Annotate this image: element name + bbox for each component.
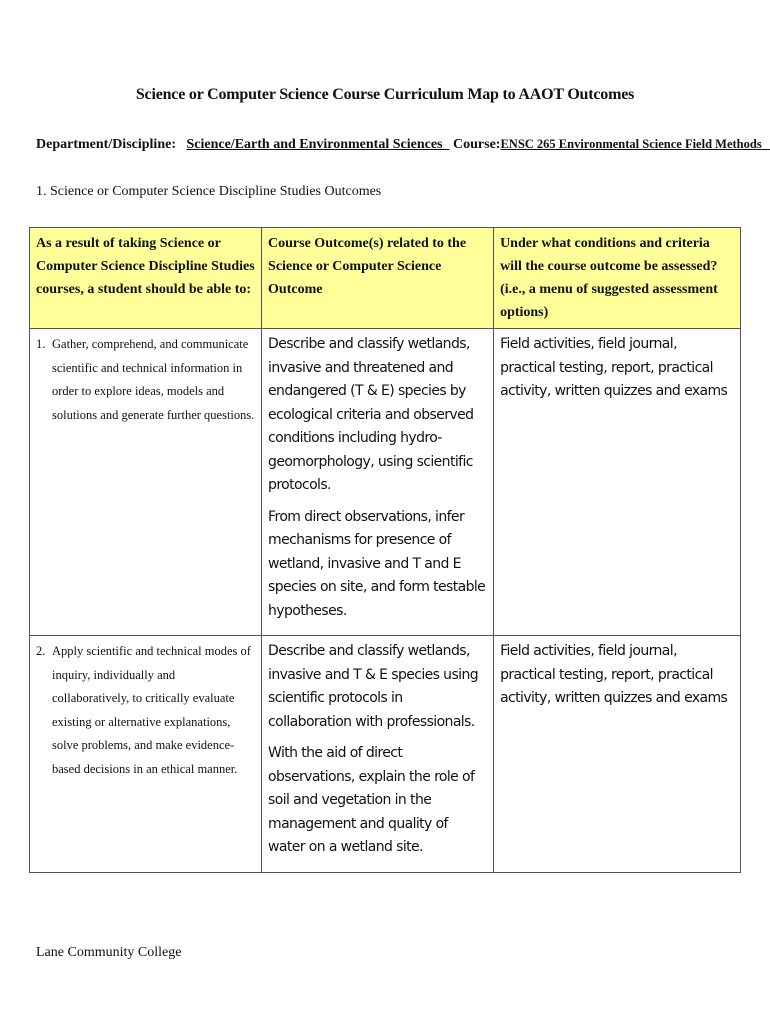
course-outcome-paragraph: Describe and classify wetlands, invasive and T & E species using scientific protocols in collaboration with professionals. [268,643,478,730]
header-course-outcome: Course Outcome(s) related to the Science or Computer Science Outcome [262,228,494,329]
department-line [36,137,770,153]
outcome-text: Apply scientific and technical modes of inquiry, individually and collaboratively, to critically evaluate existing or alternative explanations, solve problems, and make evidence-based decisions in an ethical manner. [52,644,251,776]
student-outcome-cell [30,329,262,636]
course-outcome-cell [262,636,494,873]
course-outcome-paragraph: From direct observations, infer mechanisms for presence of wetland, invasive and T and E species on site, and form testable hypotheses. [268,508,486,619]
course-label: Course: [453,137,501,152]
section-heading: 1. Science or Computer Science Discipline Studies Outcomes [36,184,382,199]
course-value: ENSC 265 Environmental Science Field Methods [500,137,762,151]
table-row [30,636,741,873]
header-assessment: Under what conditions and criteria will the course outcome be assessed? (i.e., a menu of suggested assessment options) [494,228,741,329]
course-outcome-paragraph: With the aid of direct observations, explain the role of soil and vegetation in the management and quality of water on a wetland site. [268,745,475,855]
course-outcome-cell [262,329,494,636]
header-student-outcome: As a result of taking Science or Computer Science Discipline Studies courses, a student should be able to: [30,228,262,329]
outcome-number: 1. [36,337,46,351]
page-title: Science or Computer Science Course Curriculum Map to AAOT Outcomes [135,86,635,103]
table-header-row [30,228,741,329]
table-row [30,329,741,636]
assessment-cell: Field activities, field journal, practical testing, report, practical activity, written quizzes and exams [494,329,741,636]
course-outcome-paragraph: Describe and classify wetlands, invasive and threatened and endangered (T & E) species by ecological criteria and observed conditions including hydro-geomorphology, using scientific protocols. [268,336,474,493]
department-value: Science/Earth and Environmental Sciences [186,137,443,152]
department-label: Department/Discipline: [36,137,176,152]
footer-text: Lane Community College [36,945,182,960]
student-outcome-cell [30,636,262,873]
outcome-text: Gather, comprehend, and communicate scientific and technical information in order to explore ideas, models and solutions and generate further questions. [52,337,255,422]
curriculum-map-table [29,227,741,873]
assessment-cell: Field activities, field journal, practical testing, report, practical activity, written quizzes and exams [494,636,741,873]
outcome-number: 2. [36,644,46,658]
